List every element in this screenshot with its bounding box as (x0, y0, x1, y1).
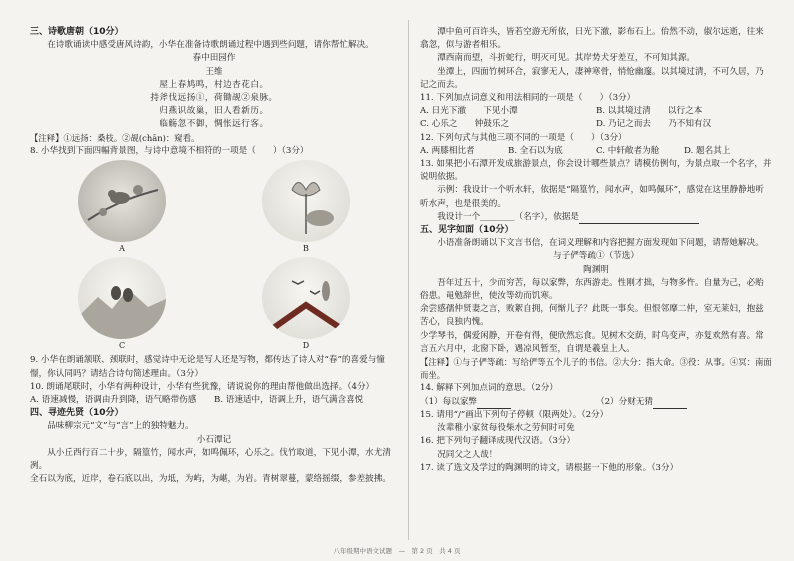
option-c: C. 心乐之 钟鼓乐之 (420, 119, 510, 130)
question-9: 9. 小华在朗诵颔联、颈联时，感觉诗中无论是写人还是写物，都传达了诗人对“春”的喜爱与憧憬，你认同吗？请结合诗句简述理由。（3分） (30, 355, 385, 379)
poem-note: 【注释】①远扬：桑枝。②觇(chān)：窥看。 (30, 132, 200, 143)
mountain-birds-image (78, 257, 166, 339)
question-15: 15. 请用“/”画出下列句子停顿（限两处）。（2分） (420, 409, 609, 420)
question-11: 11. 下列加点词意义和用法相同的一项是（ ）（3分） (420, 93, 636, 104)
question-10: 10. 朗诵尾联时，小华有两种设计，小华有些犹豫，请说说你的理由帮他做出选择。（4分） (30, 381, 375, 392)
option-d: D. 乃记之而去 乃不知有汉 (596, 119, 712, 130)
question-12: 12. 下列句式与其他三项不同的一项是（ ）（3分） (420, 132, 627, 143)
image-label: A (119, 244, 125, 254)
option-b: B. 全石以为底 (508, 145, 563, 156)
section-3-title: 三、诗歌唐朝（10分） (30, 27, 124, 37)
letter-paragraph: 吾年过五十，少而穷苦，每以家弊，东西游走。性刚才拙，与物多忤。自量为己，必贻俗患。黾勉辞世，使汝等幼而饥寒。 (420, 277, 764, 302)
question-10-options (30, 394, 398, 407)
bird-branch-image (78, 160, 166, 242)
option-a: A. 日光下澈 下见小潭 (420, 106, 518, 117)
section-5-title: 五、见字如面（10分） (420, 225, 514, 236)
section-4-title: 四、寻迹先贤（10分） (30, 408, 124, 419)
question-16: 16. 把下列句子翻译成现代汉语。（3分） (420, 436, 576, 447)
question-11-options (420, 105, 772, 131)
image-option-d (231, 257, 381, 352)
question-13: 13. 如果把小石潭开发成旅游景点，你会设计哪些景点？请模仿例句，为景点取一个名字，并说明依据。 (420, 159, 772, 183)
image-row-bottom (30, 257, 398, 352)
option-b: B. 以其境过清 以行之本 (596, 106, 703, 117)
image-label: D (302, 341, 310, 351)
item-2 (596, 396, 772, 409)
swallows-roof-image (262, 257, 350, 339)
right-column (420, 26, 772, 475)
mountain-birds-illustration (78, 257, 166, 339)
question-17: 17. 读了选文及学过的陶渊明的诗文，请根据一下他的形象。（3分） (420, 462, 679, 473)
poem-line: 屋上春鸠鸣，村边杏花白。 (159, 79, 269, 90)
left-column (30, 26, 398, 486)
item-text: （2）分财无猜 (596, 396, 654, 407)
option-a: A. 两膝相比者 (420, 145, 475, 156)
item-text: （1）每以家弊 (420, 396, 478, 407)
fill-prompt: 我设计一个________（名字），依据是 (437, 211, 579, 222)
image-option-a (47, 160, 197, 255)
question-15-sentence: 汝辈稚小家贫每役柴水之劳何时可免 (437, 423, 575, 434)
bird-branch-illustration (78, 160, 166, 242)
image-label: B (303, 244, 309, 254)
letter-title: 与子俨等疏①（节选） (553, 251, 639, 262)
essay-paragraph: 从小丘西行百二十步，隔篁竹，闻水声，如鸣佩环，心乐之。伐竹取道，下见小潭，水尤清冽。 (30, 447, 391, 472)
essay-paragraph: 坐潭上，四面竹树环合，寂寥无人，凄神寒骨，悄怆幽邃。以其境过清，不可久居，乃记之而去。 (420, 66, 764, 90)
essay-paragraph: 潭西南而望，斗折蛇行，明灭可见。其岸势犬牙差互，不可知其源。 (437, 53, 696, 64)
section-5-intro: 小语准备朗诵以下文言书信，在词义理解和内容把握方面发现如下问题，请帮她解决。 (437, 238, 764, 249)
answer-blank[interactable] (653, 399, 687, 409)
column-divider (408, 20, 409, 540)
option-b: B. 语速适中，语调上升，语气满含喜悦 (214, 395, 364, 406)
poem-line: 临觞忽不御，惆怅远行客。 (159, 119, 269, 130)
section-3-intro: 在诗歌诵读中感受唐风诗韵，小华在准备诗歌朗诵过程中遇到些问题，请你帮忙解决。 (47, 40, 374, 51)
essay-title: 小石潭记 (196, 434, 232, 445)
question-16-sentence: 况同父之人哉！ (437, 449, 498, 460)
option-c: C. 中轩敞者为舱 (596, 145, 660, 156)
letter-author: 陶渊明 (583, 264, 609, 275)
image-option-c (47, 257, 197, 352)
question-13-fill (420, 211, 772, 224)
question-13-example: 示例：我设计一个听水轩，依据是“隔篁竹，闻水声，如鸣佩环”，感觉在这里静静地听听水声，也是很美的。 (420, 185, 764, 209)
item-1 (420, 396, 596, 409)
essay-paragraph: 潭中鱼可百许头，皆若空游无所依，日光下澈，影布石上。佁然不动，俶尔远逝，往来翕忽，似与游者相乐。 (420, 27, 764, 51)
poem-title: 春中田园作 (192, 53, 236, 64)
lotus-illustration (262, 160, 350, 242)
answer-blank[interactable] (477, 399, 511, 409)
poem-author: 王维 (205, 66, 223, 77)
lotus-image (262, 160, 350, 242)
essay-paragraph: 全石以为底，近岸，卷石底以出，为坻，为屿，为嵁，为岩。青树翠蔓，蒙络摇缀，参差披拂。 (30, 474, 391, 485)
question-14-items (420, 396, 772, 409)
poem-line: 持斧伐远扬①，荷锄觇②泉脉。 (150, 93, 278, 104)
letter-paragraph: 余尝感孺仲贤妻之言，败絮自拥，何惭儿子？此既一事矣。但恨邻靡二仲，室无莱妇，抱兹苦心，良独内愧。 (420, 304, 764, 328)
image-label: C (118, 341, 126, 351)
letter-paragraph: 少学琴书，偶爱闲静，开卷有得，便欣然忘食。见树木交荫，时鸟变声，亦复欢然有喜。常言五六月中，北窗下卧，遇凉风暂至，自谓是羲皇上人。 (420, 330, 764, 354)
question-12-options (420, 145, 772, 158)
image-row-top (30, 160, 398, 255)
option-a: A. 语速减慢，语调由升到降，语气略带伤感 (30, 395, 197, 406)
page-footer: 八年级期中语文试题 — 第 2 页 共 4 页 (333, 547, 461, 555)
question-14: 14. 解释下列加点词的意思。（2分） (420, 383, 558, 394)
swallows-roof-illustration (262, 257, 350, 339)
section-4-intro: 品味柳宗元“文”与“言”上的独特魅力。 (47, 421, 194, 432)
question-8: 8. 小华找到下面四幅背景图，与诗中意境不相符的一项是（ ）（3分） (30, 145, 309, 156)
answer-blank[interactable] (579, 214, 699, 224)
option-d: D. 题名其上 (684, 145, 731, 156)
poem-line: 归燕识故巢，旧人看新历。 (159, 106, 269, 117)
letter-note: 【注释】①与子俨等疏：写给俨等五个儿子的书信。②大分：指大命。③役：从事。④冥：南面而坐。 (420, 357, 772, 381)
image-option-b (231, 160, 381, 255)
